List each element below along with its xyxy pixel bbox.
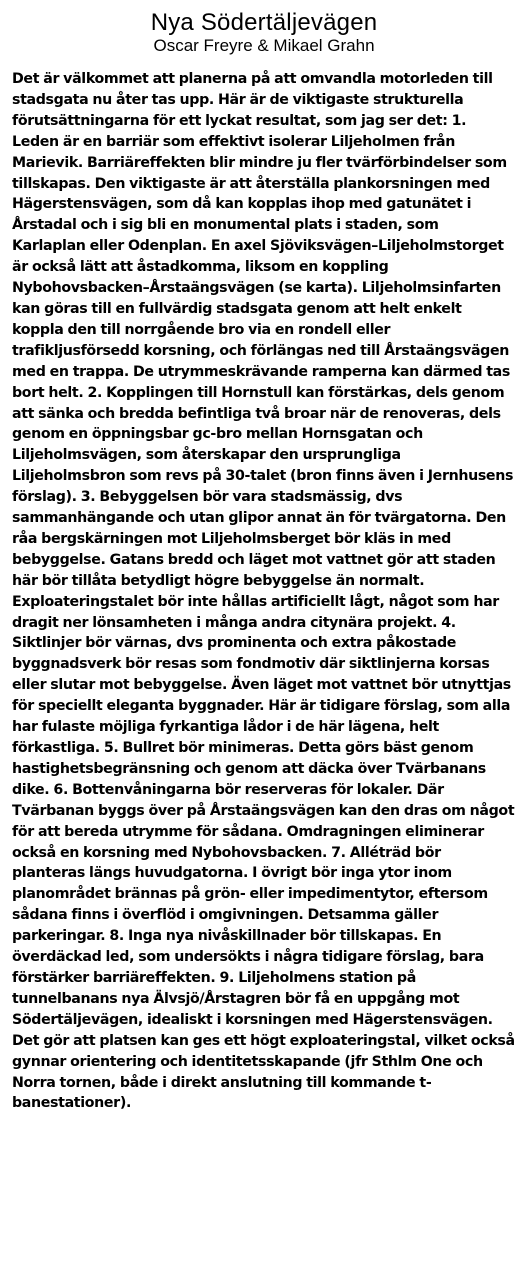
document-header (12, 10, 516, 55)
authors-line: Oscar Freyre & Mikael Grahn (153, 36, 375, 55)
article-body: Det är välkommet att planerna på att omvandla motorleden till stadsgata nu åter tas upp. Här är de viktigaste strukturella förutsättningarna för ett lyckat resultat, som jag ser det: 1. Leden är en barriär som effektivt isolerar Liljeholmen från Marievik. Barriäreffekten blir mindre ju fler tvärförbindelser som tillskapas. Den viktigaste är att återställa plankorsningen med Hägerstensvägen, som då kan kopplas ihop med gatunätet i Årstadal och i sig bli en monumental plats i staden, som Karlaplan eller Odenplan. En axel Sjöviksvägen–Liljeholmstorget är också lätt att åstadkomma, liksom en koppling Nybohovsbacken–Årstaängsvägen (se karta). Liljeholmsinfarten kan göras till en fullvärdig stadsgata genom att helt enkelt koppla den till norrgående bro via en rondell eller trafikljusförsedd korsning, och förlängas ned till Årstaängsvägen med en trappa. De utrymmeskrävande ramperna kan därmed tas bort helt. 2. Kopplingen till Hornstull kan förstärkas, dels genom att sänka och bredda befintliga två broar när de renoveras, dels genom en öppningsbar gc-bro mellan Hornsgatan och Liljeholmsvägen, som återskapar den ursprungliga Liljeholmsbron som revs på 30-talet (bron finns även i Jernhusens förslag). 3. Bebyggelsen bör vara stadsmässig, dvs sammanhängande och utan glipor annat än för tvärgatorna. Den råa bergskärningen mot Liljeholmsberget bör kläs in med bebyggelse. Gatans bredd och läget mot vattnet gör att staden här bör tillåta betydligt högre bebyggelse än normalt. Exploateringstalet bör inte hållas artificiellt lågt, något som har dragit ner lönsamheten i många andra citynära projekt. 4. Siktlinjer bör värnas, dvs prominenta och extra påkostade byggnadsverk bör resas som fondmotiv där siktlinjerna korsas eller slutar mot bebyggelse. Även läget mot vattnet bör utnyttjas för speciellt eleganta byggnader. Här är tidigare förslag, som alla har fulaste möjliga fyrkantiga lådor i de här lägena, helt förkastliga. 5. Bullret bör minimeras. Detta görs bäst genom hastighetsbegränsning och genom att däcka över Tvärbanans dike. 6. Bottenvåningarna bör reserveras för lokaler. Där Tvärbanan byggs över på Årstaängsvägen kan den dras om något för att bereda utrymme för sådana. Omdragningen eliminerar också en korsning med Nybohovsbacken. 7. Alléträd bör planteras längs huvudgatorna. I övrigt bör inga ytor inom planområdet brännas på grön- eller impedimentytor, eftersom sådana finns i överflöd i omgivningen. Detsamma gäller parkeringar. 8. Inga nya nivåskillnader bör tillskapas. En överdäckad led, som undersökts i några tidigare förslag, bara förstärker barriäreffekten. 9. Liljeholmens station på tunnelbanans nya Älvsjö/Årstagren bör få en uppgång mot Södertäljevägen, idealiskt i korsningen med Hägerstensvägen. Det gör att platsen kan ges ett högt exploateringstal, vilket också gynnar orientering och identitetsskapande (jfr Sthlm One och Norra tornen, både i direkt anslutning till kommande t-banestationer). (12, 71, 515, 1112)
page-title: Nya Södertäljevägen (150, 9, 378, 36)
